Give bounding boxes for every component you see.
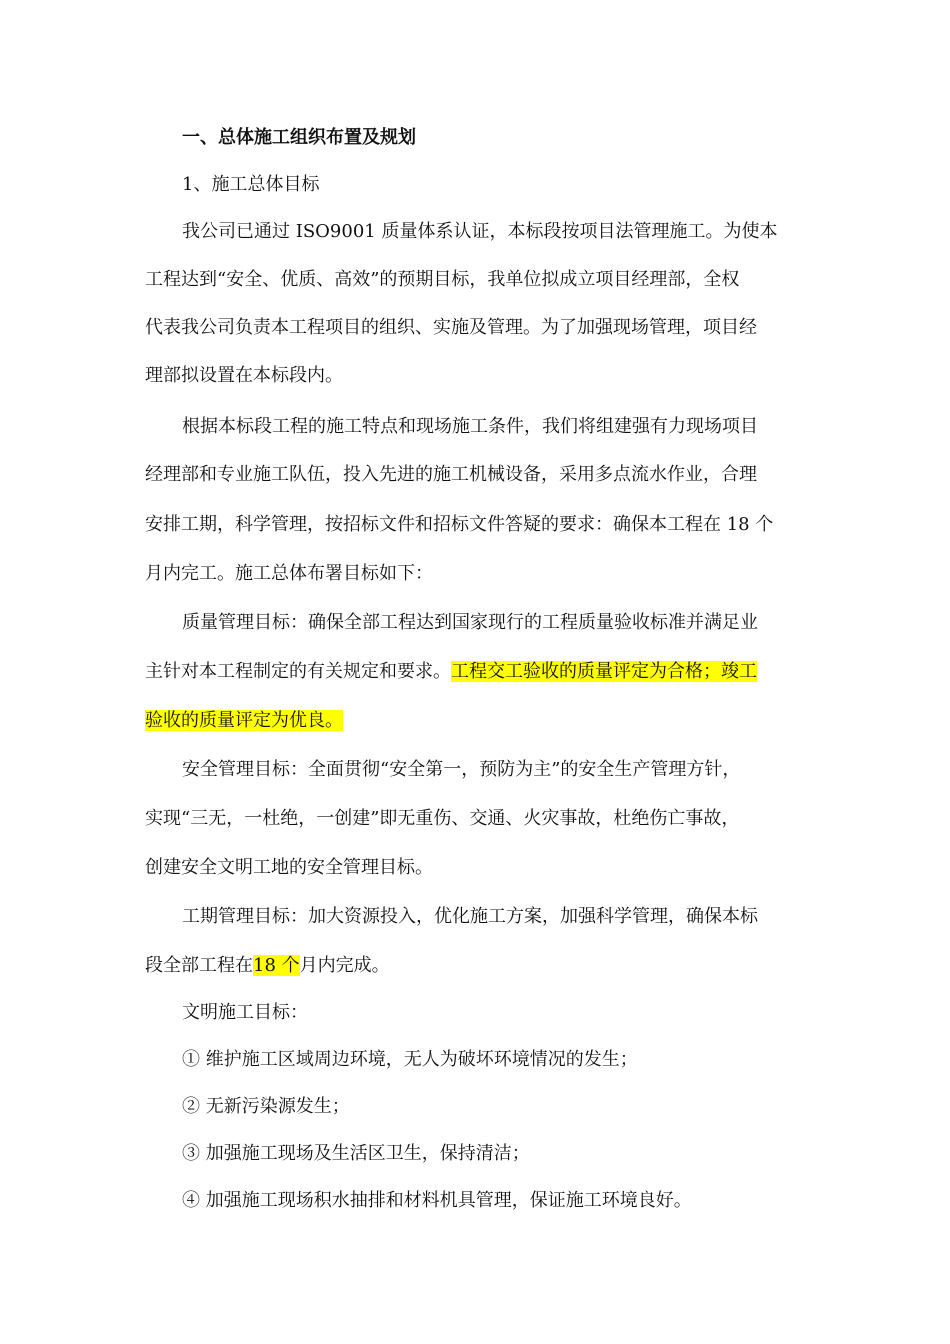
highlighted-text: 工程交工验收的质量评定为合格；竣工 — [451, 661, 757, 682]
paragraph-1-line-4: 理部拟设置在本标段内。 — [145, 365, 343, 386]
list-item: ④ 加强施工现场积水抽排和材料机具管理，保证施工环境良好。 — [182, 1190, 692, 1211]
section-heading: 一、总体施工组织布置及规划 — [182, 127, 416, 148]
highlighted-text: 验收的质量评定为优良。 — [145, 710, 343, 731]
subsection-heading: 1、施工总体目标 — [182, 174, 320, 195]
paragraph-2-line-3: 安排工期，科学管理，按招标文件和招标文件答疑的要求：确保本工程在 18 个 — [145, 514, 774, 535]
paragraph-3-line-1: 质量管理目标：确保全部工程达到国家现行的工程质量验收标准并满足业 — [182, 612, 758, 633]
paragraph-1-line-2: 工程达到“安全、优质、高效”的预期目标，我单位拟成立项目经理部，全权 — [145, 269, 740, 290]
paragraph-2-line-4: 月内完工。施工总体布署目标如下： — [145, 563, 433, 584]
paragraph-3-line-2-text: 主针对本工程制定的有关规定和要求。 — [145, 661, 451, 682]
paragraph-2-line-2: 经理部和专业施工队伍，投入先进的施工机械设备，采用多点流水作业，合理 — [145, 464, 757, 485]
paragraph-1-line-1: 我公司已通过 ISO9001 质量体系认证，本标段按项目法管理施工。为使本 — [182, 221, 778, 242]
paragraph-4-line-3: 创建安全文明工地的安全管理目标。 — [145, 857, 433, 878]
paragraph-5-line-2-text: 段全部工程在 — [145, 955, 253, 976]
list-item: ② 无新污染源发生； — [182, 1096, 350, 1117]
paragraph-3-line-2 — [145, 656, 815, 688]
highlighted-text: 18 个 — [253, 955, 300, 976]
paragraph-5-line-2 — [145, 950, 815, 982]
list-item: ① 维护施工区域周边环境，无人为破坏环境情况的发生； — [182, 1049, 638, 1070]
paragraph-4-line-1: 安全管理目标：全面贯彻“安全第一，预防为主”的安全生产管理方针， — [182, 759, 741, 780]
paragraph-2-line-1: 根据本标段工程的施工特点和现场施工条件，我们将组建强有力现场项目 — [182, 416, 758, 437]
paragraph-4-line-2: 实现“三无，一杜绝，一创建”即无重伤、交通、火灾事故，杜绝伤亡事故， — [145, 808, 740, 829]
civilized-construction-title: 文明施工目标： — [182, 1002, 308, 1023]
list-item: ③ 加强施工现场及生活区卫生，保持清洁； — [182, 1143, 530, 1164]
paragraph-3-line-3 — [145, 705, 815, 737]
paragraph-5-line-2-tail: 月内完成。 — [299, 955, 390, 976]
paragraph-1-line-3: 代表我公司负责本工程项目的组织、实施及管理。为了加强现场管理，项目经 — [145, 317, 757, 338]
paragraph-5-line-1: 工期管理目标：加大资源投入，优化施工方案，加强科学管理，确保本标 — [182, 906, 758, 927]
